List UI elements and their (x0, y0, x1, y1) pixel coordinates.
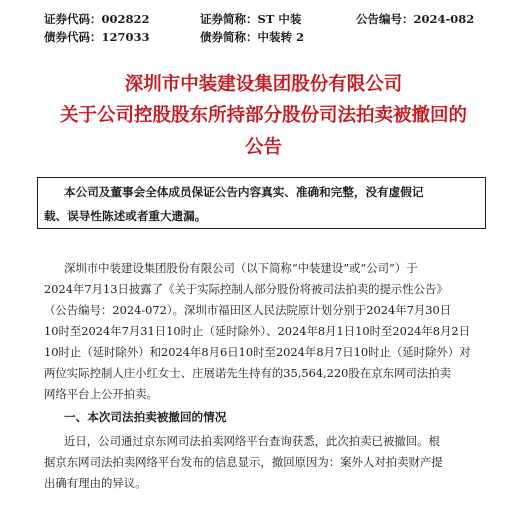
para1-line: 10时至2024年7月31日10时止（延时除外）、2024年8月1日10时至2024年8月2日 (44, 324, 471, 338)
title-announcement: 公告 (244, 137, 282, 158)
para1-line: 网络平台上公开拍卖。 (44, 387, 158, 401)
title-subject: 关于公司控股股东所持部分股份司法拍卖被撤回的 (59, 105, 467, 126)
para2-line: 近日，公司通过京东网司法拍卖网络平台查询获悉，此次拍卖已被撤回。根 (64, 434, 440, 448)
para1-line: （公告编号：2024-072）。深圳市福田区人民法院原计划分别于2024年7月30日 (44, 303, 452, 317)
para2-line: 据京东网司法拍卖网络平台发布的信息显示，撤回原因为：案外人对拍卖财产提 (44, 455, 443, 469)
para1-line: 两位实际控制人庄小红女士、庄展诺先生持有的35,564,220股在京东网司法拍卖 (44, 366, 451, 380)
notice-line-2: 载、误导性陈述或者重大遗漏。 (44, 209, 207, 223)
header-bond-name: 债券简称：中装转 2 (200, 30, 305, 44)
notice-line-1: 本公司及董事会全体成员保证公告内容真实、准确和完整，没有虚假记 (64, 185, 424, 199)
header-bond-code: 债券代码：127033 (44, 30, 150, 44)
header-stock-name: 证券简称：ST 中装 (200, 12, 302, 26)
header-announcement-no: 公告编号：2024-082 (356, 12, 475, 26)
para2-line: 出确有理由的异议。 (44, 476, 147, 490)
section-heading-1: 一、本次司法拍卖被撤回的情况 (64, 410, 227, 424)
para1-line: 10时止（延时除外）和2024年8月6日10时至2024年8月7日10时止（延时除外）对 (44, 345, 471, 359)
para1-line: 2024年7月13日披露了《关于实际控制人部分股份将被司法拍卖的提示性公告》 (44, 282, 448, 296)
title-company: 深圳市中装建设集团股份有限公司 (124, 74, 403, 95)
header-stock-code: 证券代码：002822 (44, 12, 150, 26)
para1-line: 深圳市中装建设集团股份有限公司（以下简称“中装建设”或“公司”）于 (64, 261, 418, 275)
